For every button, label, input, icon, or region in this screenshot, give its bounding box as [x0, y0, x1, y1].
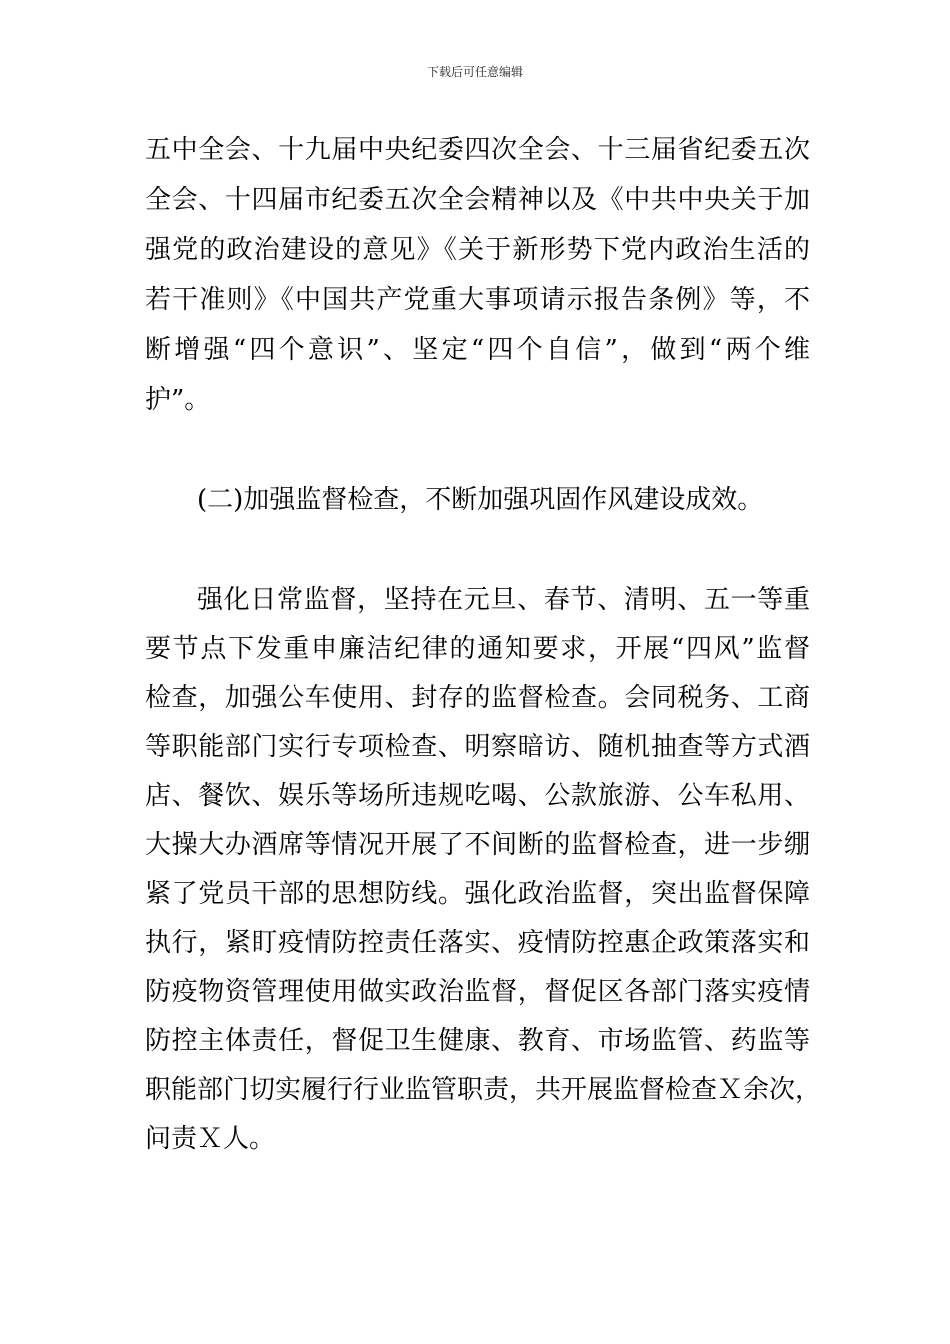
paragraph-line: 若干准则》《中国共产党重大事项请示报告条例》等，不	[145, 285, 810, 315]
paragraph-line: 防疫物资管理使用做实政治监督，督促区各部门落实疫情	[145, 977, 810, 1007]
paragraph-line: 等职能部门实行专项检查、明察暗访、随机抽查等方式酒	[145, 732, 810, 762]
paragraph-line: 紧了党员干部的思想防线。强化政治监督，突出监督保障	[145, 879, 810, 909]
paragraph-line: 防控主体责任，督促卫生健康、教育、市场监管、药监等	[145, 1026, 810, 1056]
paragraph-line: 要节点下发重申廉洁纪律的通知要求，开展“四风”监督	[145, 634, 810, 664]
paragraph-line: 问责Ｘ人。	[145, 1124, 276, 1154]
paragraph-line: 执行，紧盯疫情防控责任落实、疫情防控惠企政策落实和	[145, 928, 810, 958]
paragraph-line: 五中全会、十九届中央纪委四次全会、十三届省纪委五次	[145, 135, 810, 165]
paragraph-line: 大操大办酒席等情况开展了不间断的监督检查，进一步绷	[145, 830, 810, 860]
paragraph-line: 职能部门切实履行行业监管职责，共开展监督检查Ｘ余次，	[145, 1075, 822, 1105]
paragraph-line: 全会、十四届市纪委五次全会精神以及《中共中央关于加	[145, 185, 810, 215]
paragraph-line: 强党的政治建设的意见》《关于新形势下党内政治生活的	[145, 235, 810, 265]
page-header-note: 下载后可任意编辑	[426, 65, 523, 79]
paragraph-line: 断增强“四个意识”、坚定“四个自信”，做到“两个维	[145, 335, 810, 365]
paragraph-line: 检查，加强公车使用、封存的监督检查。会同税务、工商	[145, 683, 810, 713]
section-heading: (二)加强监督检查，不断加强巩固作风建设成效。	[197, 485, 764, 515]
paragraph-line: 强化日常监督，坚持在元旦、春节、清明、五一等重	[197, 585, 810, 615]
paragraph-line: 护”。	[145, 385, 211, 415]
paragraph-line: 店、餐饮、娱乐等场所违规吃喝、公款旅游、公车私用、	[145, 781, 810, 811]
